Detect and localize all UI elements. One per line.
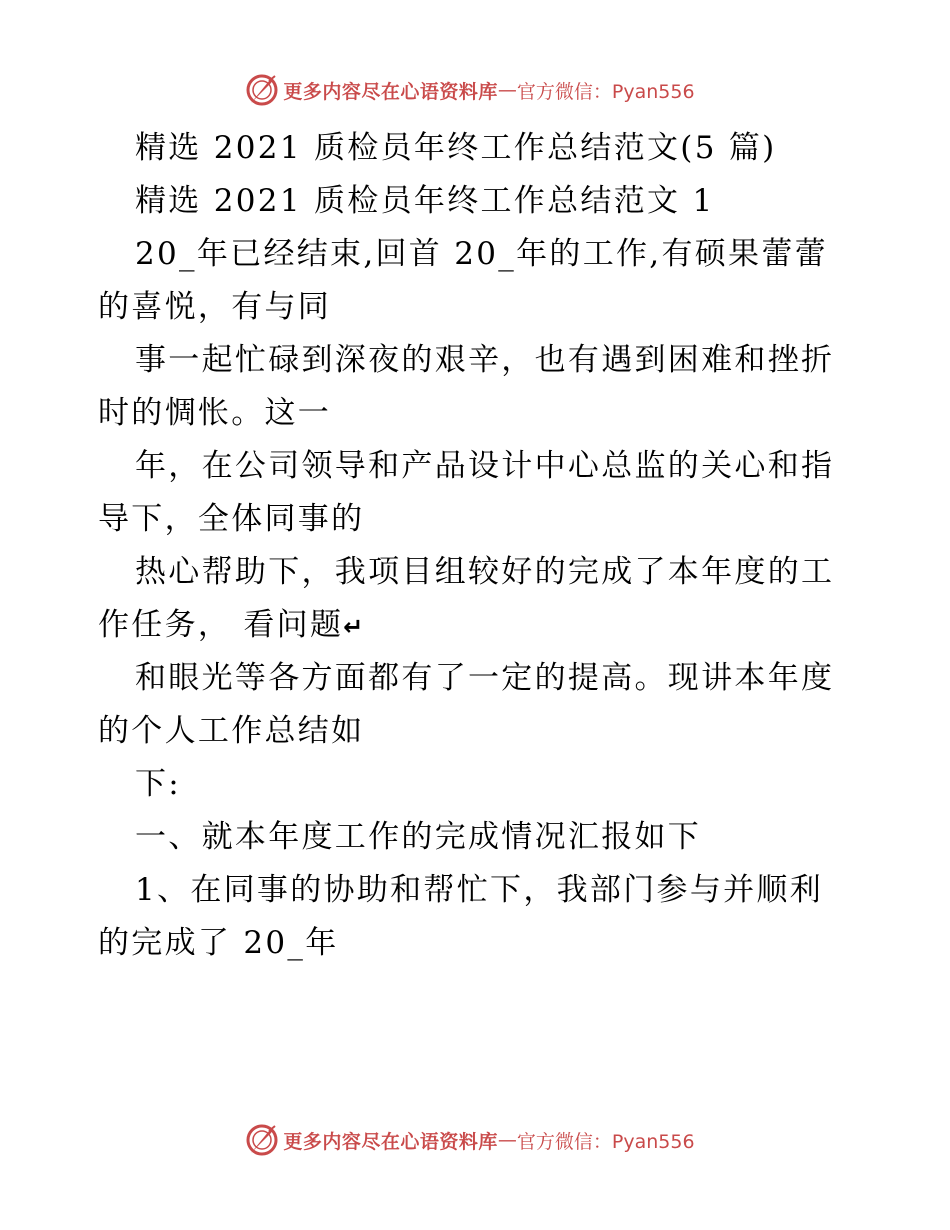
footer-banner-title: 更多内容尽在心语资料库 <box>283 1130 498 1153</box>
paragraph-line: 时的惆怅。这一 <box>98 395 332 431</box>
paragraph-line: 导下，全体同事的 <box>98 501 365 537</box>
quill-seal-icon <box>245 1123 279 1157</box>
document-title: 精选 2021 质检员年终工作总结范文(5 篇) <box>135 130 777 166</box>
list-item-continuation: 的完成了 20_年 <box>98 925 339 961</box>
header-banner-wechat: 官方微信：Pyan556 <box>516 80 695 103</box>
list-heading: 一、就本年度工作的完成情况汇报如下 <box>135 819 702 855</box>
header-banner-title: 更多内容尽在心语资料库 <box>283 80 498 103</box>
paragraph-line-text: 作任务， 看问题 <box>98 607 344 643</box>
quill-seal-icon <box>245 73 279 107</box>
header-banner-content <box>245 73 694 107</box>
header-banner-dash: — <box>497 79 517 101</box>
footer-banner <box>0 1120 950 1160</box>
paragraph-line: 下: <box>135 766 182 802</box>
footer-banner-dash: — <box>497 1129 517 1151</box>
paragraph-line: 20_年已经结束,回首 20_年的工作,有硕果蕾蕾 <box>135 236 828 272</box>
paragraph-line: 的个人工作总结如 <box>98 713 365 749</box>
footer-banner-content <box>245 1123 694 1157</box>
paragraph-line: 热心帮助下，我项目组较好的完成了本年度的工 <box>135 554 835 590</box>
section-heading: 精选 2021 质检员年终工作总结范文 1 <box>135 183 715 219</box>
list-item: 1、在同事的协助和帮忙下，我部门参与并顺利 <box>135 872 824 908</box>
paragraph-line: 年，在公司领导和产品设计中心总监的关心和指 <box>135 448 835 484</box>
return-mark-icon: ↵ <box>343 613 366 641</box>
paragraph-line: 和眼光等各方面都有了一定的提高。现讲本年度 <box>135 660 835 696</box>
paragraph-line: 事一起忙碌到深夜的艰辛，也有遇到困难和挫折 <box>135 342 835 378</box>
footer-banner-wechat: 官方微信：Pyan556 <box>516 1130 695 1153</box>
paragraph-line-with-return <box>98 599 858 652</box>
header-banner <box>0 70 950 110</box>
paragraph-line: 的喜悦，有与同 <box>98 289 332 325</box>
document-body <box>98 122 858 970</box>
